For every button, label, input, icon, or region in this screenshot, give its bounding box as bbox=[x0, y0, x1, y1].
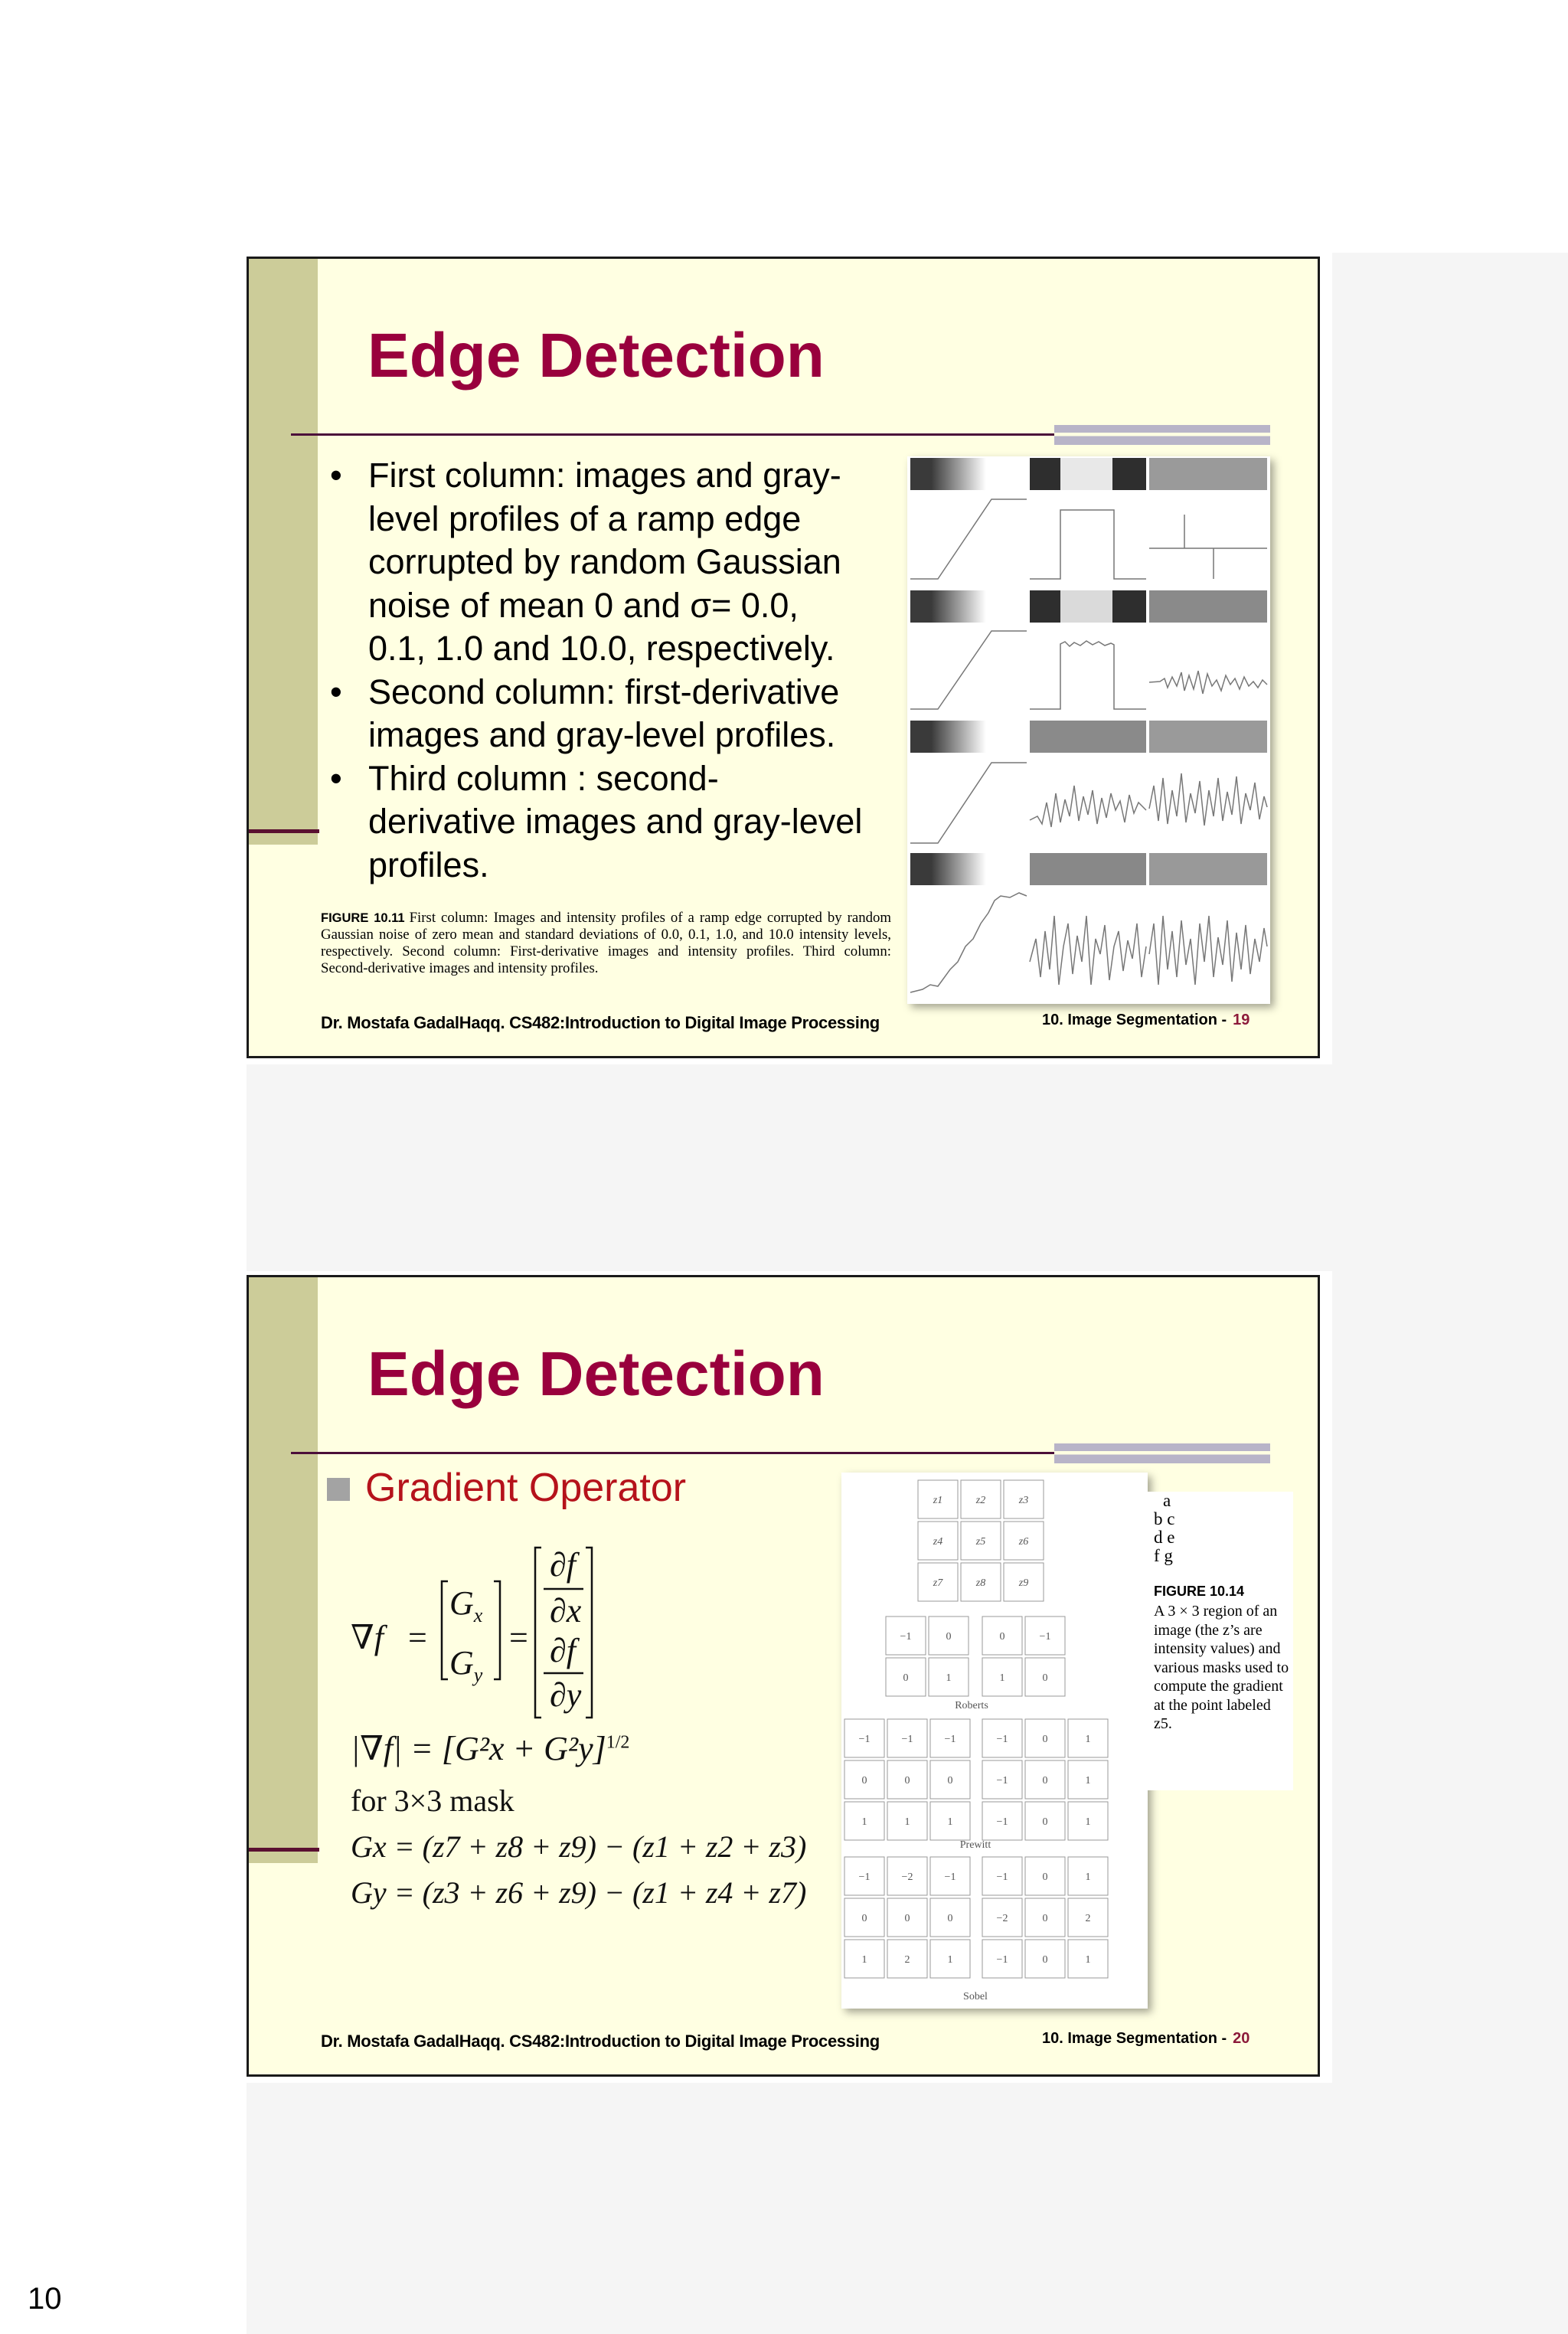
prewitt-mask-a-value: 1 bbox=[861, 1816, 867, 1828]
partial-y: ∂y bbox=[550, 1676, 582, 1714]
sobel-mask-b-value: 0 bbox=[1042, 1954, 1048, 1966]
slide-side-bar-tick bbox=[249, 829, 319, 833]
panel-letter: d e bbox=[1154, 1528, 1175, 1547]
prewitt-mask-b-value: 1 bbox=[1085, 1775, 1091, 1786]
sobel-mask-b-value: −2 bbox=[996, 1913, 1008, 1924]
title-rule-accent bbox=[1054, 425, 1270, 445]
roberts-mask-b-value: −1 bbox=[1039, 1631, 1051, 1643]
sobel-label: Sobel bbox=[963, 1991, 988, 2002]
magnitude-formula: |∇f| = [G²x + G²y] bbox=[351, 1730, 606, 1767]
partial-f-top: ∂f bbox=[550, 1546, 576, 1584]
slide-title: Edge Detection bbox=[368, 321, 825, 391]
sobel-mask-a-value: 2 bbox=[904, 1954, 910, 1966]
square-bullet-icon bbox=[327, 1478, 350, 1501]
slide-19 bbox=[247, 257, 1320, 1058]
sobel-mask-a-value: 0 bbox=[904, 1913, 910, 1924]
figure-caption-text: First column: Images and intensity profiles of a ramp edge corrupted by random Gaussian noise of zero mean and standard deviations of 0.0, 0.1, 1.0, and 10.0 intensity levels, respectively. Second column: First-derivative images and intensity profiles. Third column: Second-derivative images and intensity profiles. bbox=[321, 910, 891, 976]
prewitt-mask-b-value: −1 bbox=[996, 1816, 1008, 1828]
prewitt-mask-b-value: 0 bbox=[1042, 1775, 1048, 1786]
sobel-mask-b-value: −1 bbox=[996, 1954, 1008, 1966]
prewitt-mask-a-value: 0 bbox=[904, 1775, 910, 1786]
figure-caption bbox=[321, 910, 891, 977]
roberts-mask-a-value: 1 bbox=[946, 1672, 952, 1684]
bullet-gradient-operator bbox=[327, 1465, 686, 1511]
figure-label: FIGURE 10.14 bbox=[1154, 1584, 1245, 1599]
roberts-mask-b-value: 0 bbox=[999, 1631, 1005, 1643]
gradient-magnitude bbox=[351, 1729, 629, 1768]
edge-profiles-figure bbox=[907, 456, 1270, 1004]
prewitt-label: Prewitt bbox=[959, 1839, 991, 1851]
sobel-mask-a-value: 1 bbox=[861, 1954, 867, 1966]
slide-number: 20 bbox=[1233, 2030, 1250, 2047]
bullet-item: • First column: images and gray-level profiles of a ramp edge corrupted by random Gaussian noise of mean 0 and σ= 0.0, 0.1, 1.0 and 10.0, respectively. bbox=[327, 454, 863, 671]
roberts-mask-a-value: 0 bbox=[946, 1631, 952, 1643]
gradient-masks-figure bbox=[841, 1473, 1148, 2009]
gy-subscript: y bbox=[473, 1663, 483, 1686]
z-grid-value: z9 bbox=[1018, 1577, 1029, 1589]
panel-letter: f g bbox=[1154, 1546, 1173, 1565]
sobel-mask-b-value: −1 bbox=[996, 1871, 1008, 1883]
footer-chapter-text: 10. Image Segmentation - bbox=[1042, 2030, 1227, 2047]
sobel-mask-a-value: −1 bbox=[858, 1871, 871, 1883]
prewitt-mask-a-value: 1 bbox=[947, 1816, 953, 1828]
prewitt-mask-b-value: 1 bbox=[1085, 1734, 1091, 1745]
gy-symbol bbox=[449, 1643, 482, 1687]
title-rule-accent bbox=[1054, 1443, 1270, 1463]
magnitude-exponent: 1/2 bbox=[606, 1732, 630, 1753]
sobel-mask-a-value: −1 bbox=[944, 1871, 956, 1883]
slide-side-bar bbox=[249, 1277, 318, 1863]
z-grid-value: z2 bbox=[975, 1495, 986, 1506]
figure-label: FIGURE 10.11 bbox=[321, 911, 405, 925]
sobel-mask-b-value: 0 bbox=[1042, 1913, 1048, 1924]
prewitt-mask-b-value: −1 bbox=[996, 1734, 1008, 1745]
figure-10-14-caption bbox=[1148, 1492, 1293, 1790]
sobel-mask-a-value: 1 bbox=[947, 1954, 953, 1966]
nabla-f: ∇f bbox=[351, 1619, 384, 1656]
roberts-mask-b-value: 1 bbox=[999, 1672, 1005, 1684]
partial-x: ∂x bbox=[550, 1592, 582, 1630]
z-grid-value: z8 bbox=[975, 1577, 986, 1589]
page-shade-right bbox=[1332, 253, 1568, 2334]
gx-letter: G bbox=[449, 1584, 474, 1622]
slide-side-bar-tick bbox=[249, 1848, 319, 1852]
sobel-mask-a-value: 0 bbox=[947, 1913, 953, 1924]
page-shade-middle bbox=[247, 1064, 1334, 1271]
roberts-label: Roberts bbox=[955, 1700, 988, 1711]
prewitt-mask-b-value: 0 bbox=[1042, 1734, 1048, 1745]
footer-chapter bbox=[1042, 1012, 1250, 1029]
sobel-mask-b-value: 2 bbox=[1085, 1913, 1091, 1924]
sobel-mask-b-value: 0 bbox=[1042, 1871, 1048, 1883]
equals-sign: = bbox=[408, 1619, 427, 1656]
bullet-item: • Third column : second-derivative images and gray-level profiles. bbox=[327, 757, 863, 888]
prewitt-mask-a-value: −1 bbox=[901, 1734, 913, 1745]
gx-symbol bbox=[449, 1584, 482, 1627]
slide-20 bbox=[247, 1275, 1320, 2077]
z-grid-value: z3 bbox=[1018, 1495, 1029, 1506]
prewitt-mask-a-value: 0 bbox=[947, 1775, 953, 1786]
prewitt-mask-b-value: 0 bbox=[1042, 1816, 1048, 1828]
gy-letter: G bbox=[449, 1644, 474, 1682]
z-grid-value: z4 bbox=[933, 1536, 943, 1548]
edge-profiles-image bbox=[907, 456, 1270, 1004]
z-grid-value: z5 bbox=[975, 1536, 986, 1548]
footer-chapter-text: 10. Image Segmentation - bbox=[1042, 1012, 1227, 1028]
sobel-mask-b-value: 1 bbox=[1085, 1954, 1091, 1966]
sobel-mask-b-value: 1 bbox=[1085, 1871, 1091, 1883]
panel-letter: a bbox=[1163, 1491, 1171, 1510]
prewitt-mask-b-value: −1 bbox=[996, 1775, 1008, 1786]
gy-formula: Gy = (z3 + z6 + z9) − (z1 + z4 + z7) bbox=[351, 1875, 807, 1910]
sobel-mask-a-value: −2 bbox=[901, 1871, 913, 1883]
footer-chapter bbox=[1042, 2030, 1250, 2048]
prewitt-mask-b-value: 1 bbox=[1085, 1816, 1091, 1828]
figure-caption-text: A 3 × 3 region of an image (the z’s are intensity values) and various masks used to compute the gradient at the point labeled z5. bbox=[1154, 1603, 1289, 1732]
roberts-mask-a-value: −1 bbox=[900, 1631, 912, 1643]
prewitt-mask-a-value: 0 bbox=[861, 1775, 867, 1786]
bullet-item: • Second column: first-derivative images and gray-level profiles. bbox=[327, 671, 863, 757]
page-number: 10 bbox=[28, 2282, 62, 2316]
footer-author: Dr. Mostafa GadalHaqq. CS482:Introduction to Digital Image Processing bbox=[321, 1013, 880, 1032]
footer-author: Dr. Mostafa GadalHaqq. CS482:Introduction to Digital Image Processing bbox=[321, 2032, 880, 2051]
gx-formula: Gx = (z7 + z8 + z9) − (z1 + z2 + z3) bbox=[351, 1829, 807, 1864]
page-shade-bottom bbox=[247, 2083, 1334, 2334]
slide-side-bar bbox=[249, 259, 318, 845]
slide-number: 19 bbox=[1233, 1012, 1250, 1028]
figure-panel-letters bbox=[1154, 1492, 1174, 1565]
z-grid-value: z1 bbox=[933, 1495, 943, 1506]
gradient-masks-image bbox=[841, 1473, 1148, 2009]
prewitt-mask-a-value: −1 bbox=[858, 1734, 871, 1745]
bullet-list bbox=[327, 454, 863, 887]
bullet-text: Gradient Operator bbox=[365, 1466, 687, 1510]
prewitt-mask-a-value: 1 bbox=[904, 1816, 910, 1828]
mask-note: for 3×3 mask bbox=[351, 1783, 514, 1818]
prewitt-mask-a-value: −1 bbox=[944, 1734, 956, 1745]
partial-f-bottom: ∂f bbox=[550, 1632, 576, 1669]
roberts-mask-a-value: 0 bbox=[903, 1672, 909, 1684]
z-grid-value: z7 bbox=[933, 1577, 943, 1589]
z-grid-value: z6 bbox=[1018, 1536, 1029, 1548]
slide-title: Edge Detection bbox=[368, 1339, 825, 1409]
gx-subscript: x bbox=[473, 1603, 483, 1626]
sobel-mask-a-value: 0 bbox=[861, 1913, 867, 1924]
panel-letter: b c bbox=[1154, 1509, 1175, 1528]
equals-sign: = bbox=[509, 1619, 528, 1656]
roberts-mask-b-value: 0 bbox=[1042, 1672, 1048, 1684]
